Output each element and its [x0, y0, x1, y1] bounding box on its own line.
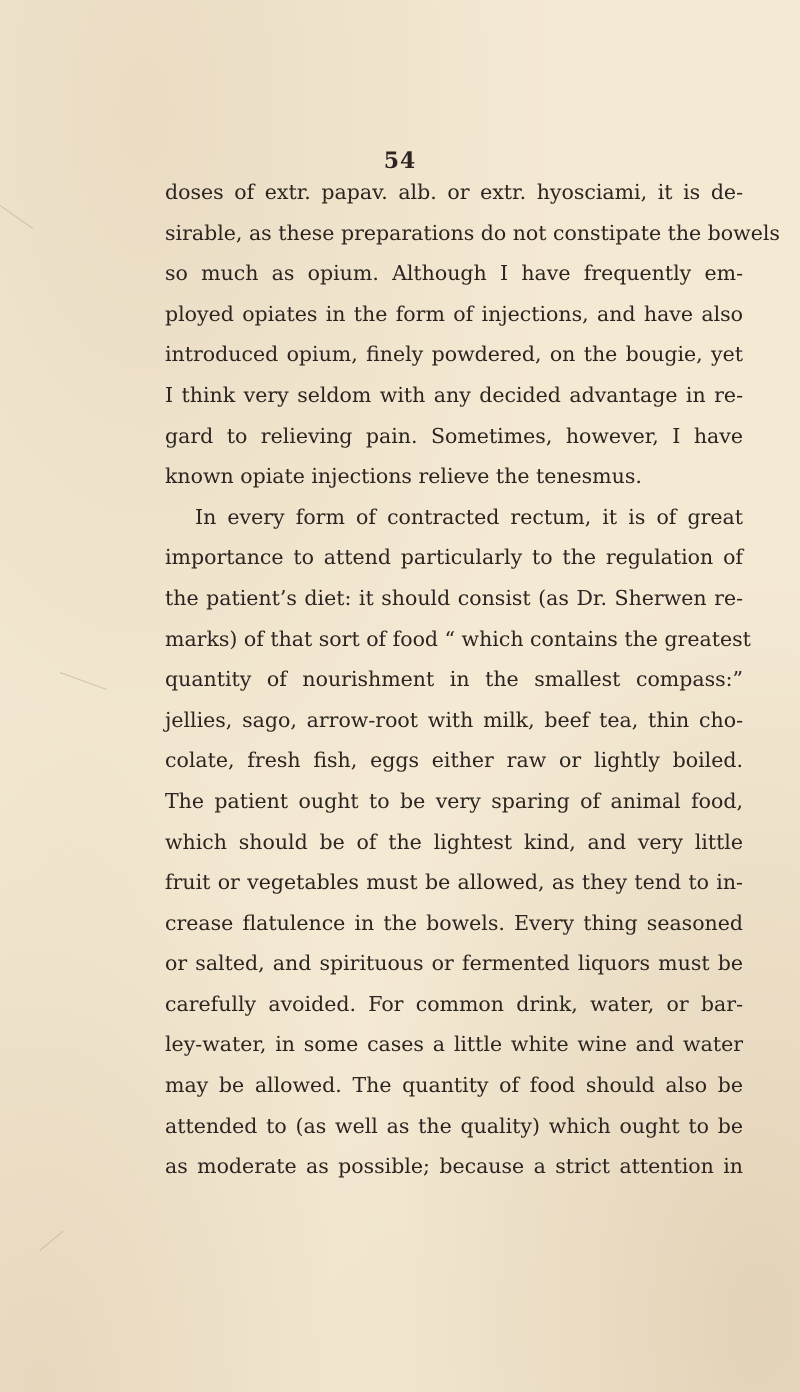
text-line: fruit or vegetables must be allowed, as they tend to in- [165, 870, 743, 895]
text-line: I think very seldom with any decided advantage in re- [165, 382, 743, 407]
text-line: importance to attend particularly to the regulation of [165, 545, 743, 570]
text-line: gard to relieving pain. Sometimes, however, I have [165, 423, 743, 448]
text-line: ley-water, in some cases a little white wine and water [165, 1032, 743, 1057]
text-line: marks) of that sort of food “ which contains the greatest [165, 626, 751, 651]
page-number: 54 [383, 148, 417, 174]
text-line: carefully avoided. For common drink, water, or bar- [165, 991, 743, 1016]
text-line: the patient’s diet: it should consist (as Dr. Sherwen re- [165, 585, 743, 610]
text-line: The patient ought to be very sparing of animal food, [165, 788, 743, 813]
text-line: so much as opium. Although I have frequently em- [165, 261, 743, 286]
text-line: colate, fresh fish, eggs either raw or lightly boiled. [165, 748, 743, 773]
text-line: introduced opium, finely powdered, on the bougie, yet [165, 342, 743, 367]
text-line: or salted, and spirituous or fermented liquors must be [165, 951, 743, 976]
text-line: sirable, as these preparations do not constipate the bowels [165, 220, 780, 245]
paper-mark [60, 672, 107, 690]
text-line: known opiate injections relieve the tenesmus. [165, 464, 642, 489]
text-line: which should be of the lightest kind, and very little [165, 829, 743, 854]
text-line: crease flatulence in the bowels. Every thing seasoned [165, 910, 743, 935]
text-line: ployed opiates in the form of injections, and have also [165, 301, 743, 326]
text-line: jellies, sago, arrow-root with milk, beef tea, thin cho- [165, 707, 743, 732]
paragraph-start-line: In every form of contracted rectum, it is of great [195, 504, 743, 529]
text-line: quantity of nourishment in the smallest compass:” [165, 667, 743, 692]
body-text [165, 172, 780, 1187]
text-line: attended to (as well as the quality) which ought to be [165, 1113, 743, 1138]
paper-mark [0, 205, 33, 229]
text-line: as moderate as possible; because a strict attention in [165, 1154, 743, 1179]
text-line: may be allowed. The quantity of food should also be [165, 1073, 743, 1098]
paper-mark [40, 1231, 64, 1251]
text-line: doses of extr. papav. alb. or extr. hyosciami, it is de- [165, 180, 743, 204]
